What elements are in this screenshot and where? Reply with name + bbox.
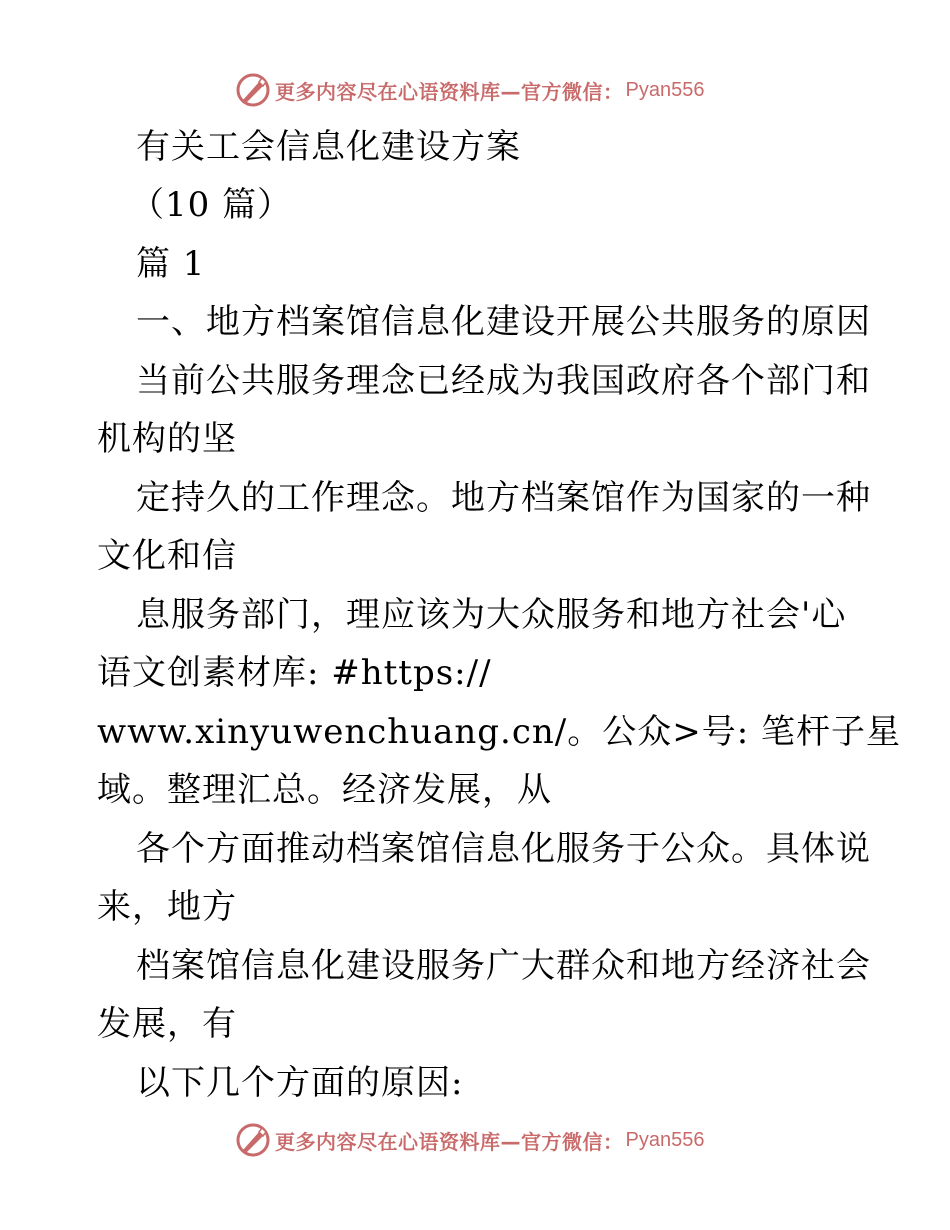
paragraph-line: 机构的坚 bbox=[97, 419, 237, 459]
pen-logo-icon bbox=[235, 1122, 271, 1158]
section-label: 篇 1 bbox=[136, 244, 206, 284]
paragraph-line: 各个方面推动档案馆信息化服务于公众。具体说 bbox=[136, 829, 871, 869]
paragraph-line: 来，地方 bbox=[97, 887, 237, 927]
paragraph-line: 以下几个方面的原因: bbox=[136, 1063, 464, 1103]
paragraph-line: 定持久的工作理念。地方档案馆作为国家的一种 bbox=[136, 478, 871, 518]
header-banner-contact: Pyan556 bbox=[625, 78, 705, 101]
header-banner-text: 更多内容尽在心语资料库—官方微信： bbox=[275, 79, 624, 104]
document-title: 有关工会信息化建设方案 bbox=[136, 127, 521, 167]
document-subtitle: （10 篇） bbox=[130, 185, 293, 225]
paragraph-line: 发展，有 bbox=[97, 1004, 237, 1044]
footer-banner-contact: Pyan556 bbox=[625, 1128, 705, 1151]
footer-banner bbox=[235, 1120, 755, 1160]
footer-banner-text: 更多内容尽在心语资料库—官方微信： bbox=[275, 1129, 624, 1154]
paragraph-line: 文化和信 bbox=[97, 536, 237, 576]
paragraph-line: 息服务部门，理应该为大众服务和地方社会'心 bbox=[136, 595, 847, 635]
header-banner bbox=[235, 70, 755, 110]
paragraph-line: www.xinyuwenchuang.cn/。公众>号: 笔杆子星 bbox=[97, 712, 901, 752]
paragraph-line: 域。整理汇总。经济发展，从 bbox=[97, 770, 552, 810]
paragraph-line: 语文创素材库: #https:// bbox=[97, 653, 492, 693]
paragraph-line: 档案馆信息化建设服务广大群众和地方经济社会 bbox=[136, 946, 871, 986]
section-heading: 一、地方档案馆信息化建设开展公共服务的原因 bbox=[136, 302, 871, 342]
paragraph-line: 当前公共服务理念已经成为我国政府各个部门和 bbox=[136, 361, 871, 401]
pen-logo-icon bbox=[235, 72, 271, 108]
